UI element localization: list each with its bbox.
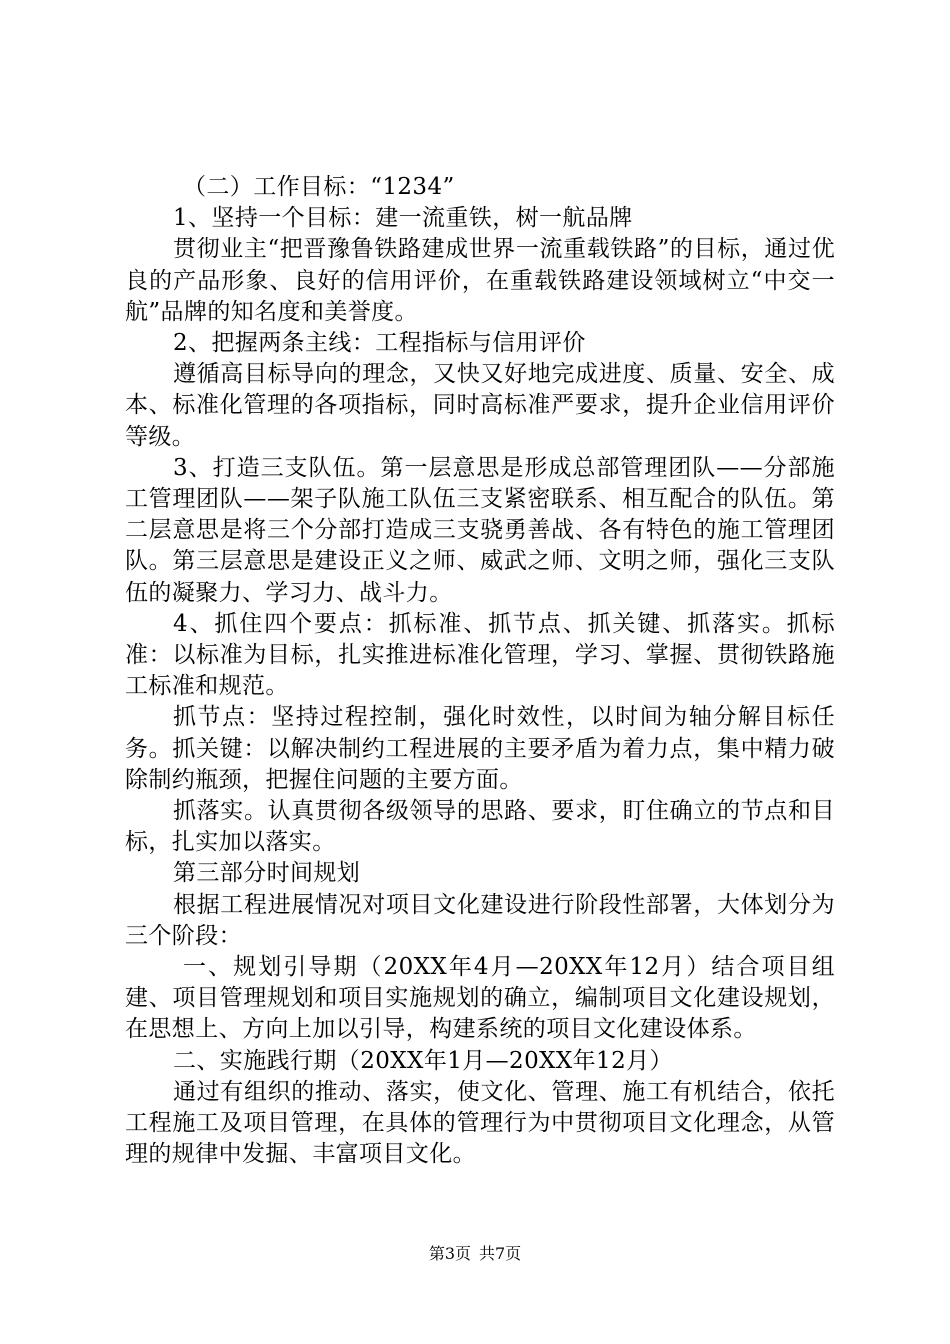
phase-1-paragraph: 一、规划引导期（20XX年4月—20XX年12月）结合项目组建、项目管理规划和项目实施规划的确立，编制项目文化建设规划，在思想上、方向上加以引导，构建系统的项目文化建设体系。 [125, 954, 835, 1043]
goal-3-paragraph: 3、打造三支队伍。第一层意思是形成总部管理团队——分部施工管理团队——架子队施工队伍三支紧密联系、相互配合的队伍。第二层意思是将三个分部打造成三支骁勇善战、各有特色的施工管理团队。第三层意思是建设正义之师、威武之师、文明之师，强化三支队伍的凝聚力、学习力、战斗力。 [125, 454, 835, 606]
goal-4-implementation-paragraph: 抓落实。认真贯彻各级领导的思路、要求，盯住确立的节点和目标，扎实加以落实。 [125, 798, 835, 856]
section-heading-goals: （二）工作目标：“1234” [183, 174, 455, 200]
page-total: 共7页 [479, 1244, 522, 1263]
phase-2-body: 通过有组织的推动、落实，使文化、管理、施工有机结合，依托工程施工及项目管理，在具体的管理行为中贯彻项目文化理念，从管理的规律中发掘、丰富项目文化。 [125, 1078, 835, 1168]
goal-1-body: 贯彻业主“把晋豫鲁铁路建成世界一流重载铁路”的目标，通过优良的产品形象、良好的信用评价，在重载铁路建设领域树立“中交一航”品牌的知名度和美誉度。 [125, 236, 835, 325]
page-number: 第3页 [428, 1244, 471, 1263]
phase-2-heading: 二、实施践行期（20XX年1月—20XX年12月） [173, 1047, 673, 1074]
goal-4-paragraph: 4、抓住四个要点：抓标准、抓节点、抓关键、抓落实。抓标准：以标准为目标，扎实推进标准化管理，学习、掌握、贯彻铁路施工标准和规范。 [125, 610, 835, 700]
part-three-intro: 根据工程进展情况对项目文化建设进行阶段性部署，大体划分为三个阶段： [125, 891, 835, 949]
page-footer [0, 1244, 950, 1264]
goal-2-heading: 2、把握两条主线：工程指标与信用评价 [173, 330, 586, 357]
part-three-heading: 第三部分时间规划 [173, 860, 361, 887]
goal-1-heading: 1、坚持一个目标：建一流重铁，树一航品牌 [173, 205, 633, 232]
goal-4-nodes-paragraph: 抓节点：坚持过程控制，强化时效性，以时间为轴分解目标任务。抓关键：以解决制约工程进展的主要矛盾为着力点，集中精力破除制约瓶颈，把握住问题的主要方面。 [125, 704, 835, 793]
document-body [125, 172, 835, 1171]
goal-2-body: 遵循高目标导向的理念，又快又好地完成进度、质量、安全、成本、标准化管理的各项指标，同时高标准严要求，提升企业信用评价等级。 [125, 361, 835, 450]
